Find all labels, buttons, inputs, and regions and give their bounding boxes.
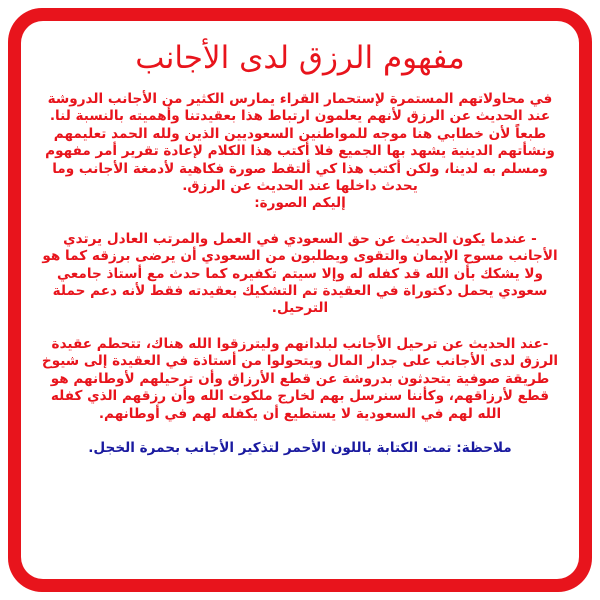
spacer	[39, 318, 561, 336]
point-two-paragraph: -عند الحديث عن ترحيل الأجانب لبلدانهم وليترزقوا الله هناك، تتحطم عقيدة الرزق لدى الأجانب على جدار المال ويتحولوا من أستاذة في العقيدة إلى شيوخ طريقة صوفية يتحدثون بدروشة عن قطع الأرزاق وأن ترحيلهم لأوطانهم هو قطع لأرزاقهم، وكأننا سنرسل بهم لخارج ملكوت الله وأن رزقهم الذي كفله الله لهم في السعودية لا يستطيع أن يكفله لهم في أوطانهم.	[41, 335, 559, 422]
spacer	[39, 213, 561, 231]
intro-paragraph: في محاولاتهم المستمرة لإستحمار القراء يمارس الكثير من الأجانب الدروشة عند الحديث عن الرزق لأنهم يعلمون ارتباط هذا بعقيدتنا وأهميته بالنسبة لنا. طبعاً لأن خطابي هنا موجه للمواطنين السعوديين الذين ولله الحمد تعليمهم ونشأتهم الدينية يشهد بها الجميع فلا أكتب هذا الكلام لإعادة تقرير أمر مفهوم ومسلم به لدينا، ولكن أكتب هذا كي ألتقط صورة فكاهية لأدمغة الأجانب وما يحدث داخلها عند الحديث عن الرزق.	[45, 91, 555, 195]
note-line: ملاحظة: تمت الكتابة باللون الأحمر لتذكير الأجانب بحمرة الخجل.	[88, 439, 512, 456]
content-panel	[21, 21, 579, 579]
point-one-paragraph: - عندما يكون الحديث عن حق السعودي في العمل والمرتب العادل يرتدي الأجانب مسوح الإيمان والتقوى ويطلبون من السعودي أن يرضى برزقه كما هو ولا يشكك بأن الله قد كفله له وإلا سيتم تكفيره كما حدث مع أستاذ جامعي سعودي يحمل دكتوراة في العقيدة تم التشكيك بعقيدته فقط لأنه دعم حملة الترحيل.	[42, 230, 558, 317]
red-rounded-frame	[8, 8, 592, 592]
intro-closing-line: إليكم الصورة:	[254, 195, 346, 212]
page-title: مفهوم الرزق لدى الأجانب	[135, 40, 465, 76]
